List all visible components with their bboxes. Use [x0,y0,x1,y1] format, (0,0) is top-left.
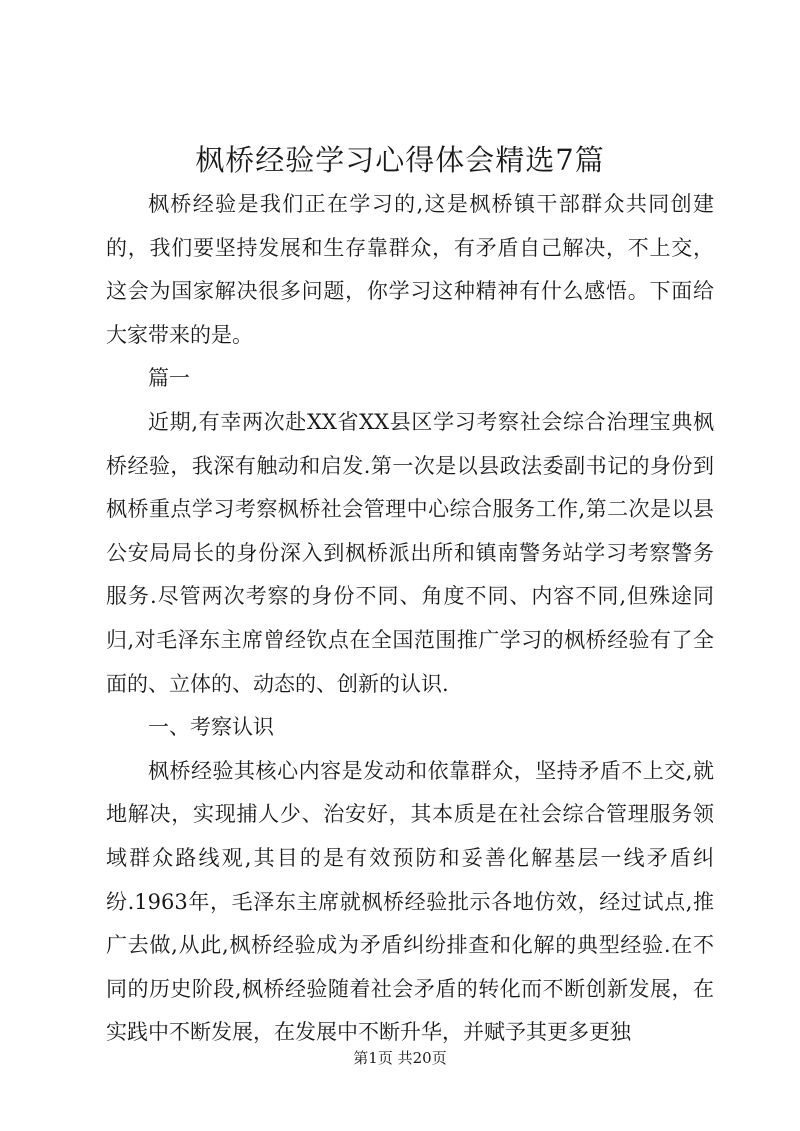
intro-paragraph: 枫桥经验是我们正在学习的,这是枫桥镇干部群众共同创建的，我们要坚持发展和生存靠群众，有矛盾自己解决，不上交，这会为国家解决很多问题，你学习这种精神有什么感悟。下面给大家带来的是。 [106,192,714,347]
body-paragraph: 近期,有幸两次赴XX省XX县区学习考察社会综合治理宝典枫桥经验，我深有触动和启发.第一次是以县政法委副书记的身份到枫桥重点学习考察枫桥社会管理中心综合服务工作,第二次是以县公安局局长的身份深入到枫桥派出所和镇南警务站学习考察警务服务.尽管两次考察的身份不同、角度不同、内容不同,但殊途同归,对毛泽东主席曾经钦点在全国范围推广学习的枫桥经验有了全面的、立体的、动态的、创新的认识. [106,409,714,696]
section-heading-part-one: 篇一 [148,366,190,391]
section-heading-inspection: 一、考察认识 [148,715,274,740]
page-footer: 第1页 共20页 [353,1049,447,1067]
document-body [106,183,714,1055]
body-paragraph: 枫桥经验其核心内容是发动和依靠群众，坚持矛盾不上交,就地解决，实现捕人少、治安好，其本质是在社会综合管理服务领域群众路线观,其目的是有效预防和妥善化解基层一线矛盾纠纷.1963年，毛泽东主席就枫桥经验批示各地仿效，经过试点,推广去做,从此,枫桥经验成为矛盾纠纷排查和化解的典型经验.在不同的历史阶段,枫桥经验随着社会矛盾的转化而不断创新发展，在实践中不断发展，在发展中不断升华，并赋予其更多更独 [106,758,714,1045]
document-title: 枫桥经验学习心得体会精选7篇 [195,143,605,177]
